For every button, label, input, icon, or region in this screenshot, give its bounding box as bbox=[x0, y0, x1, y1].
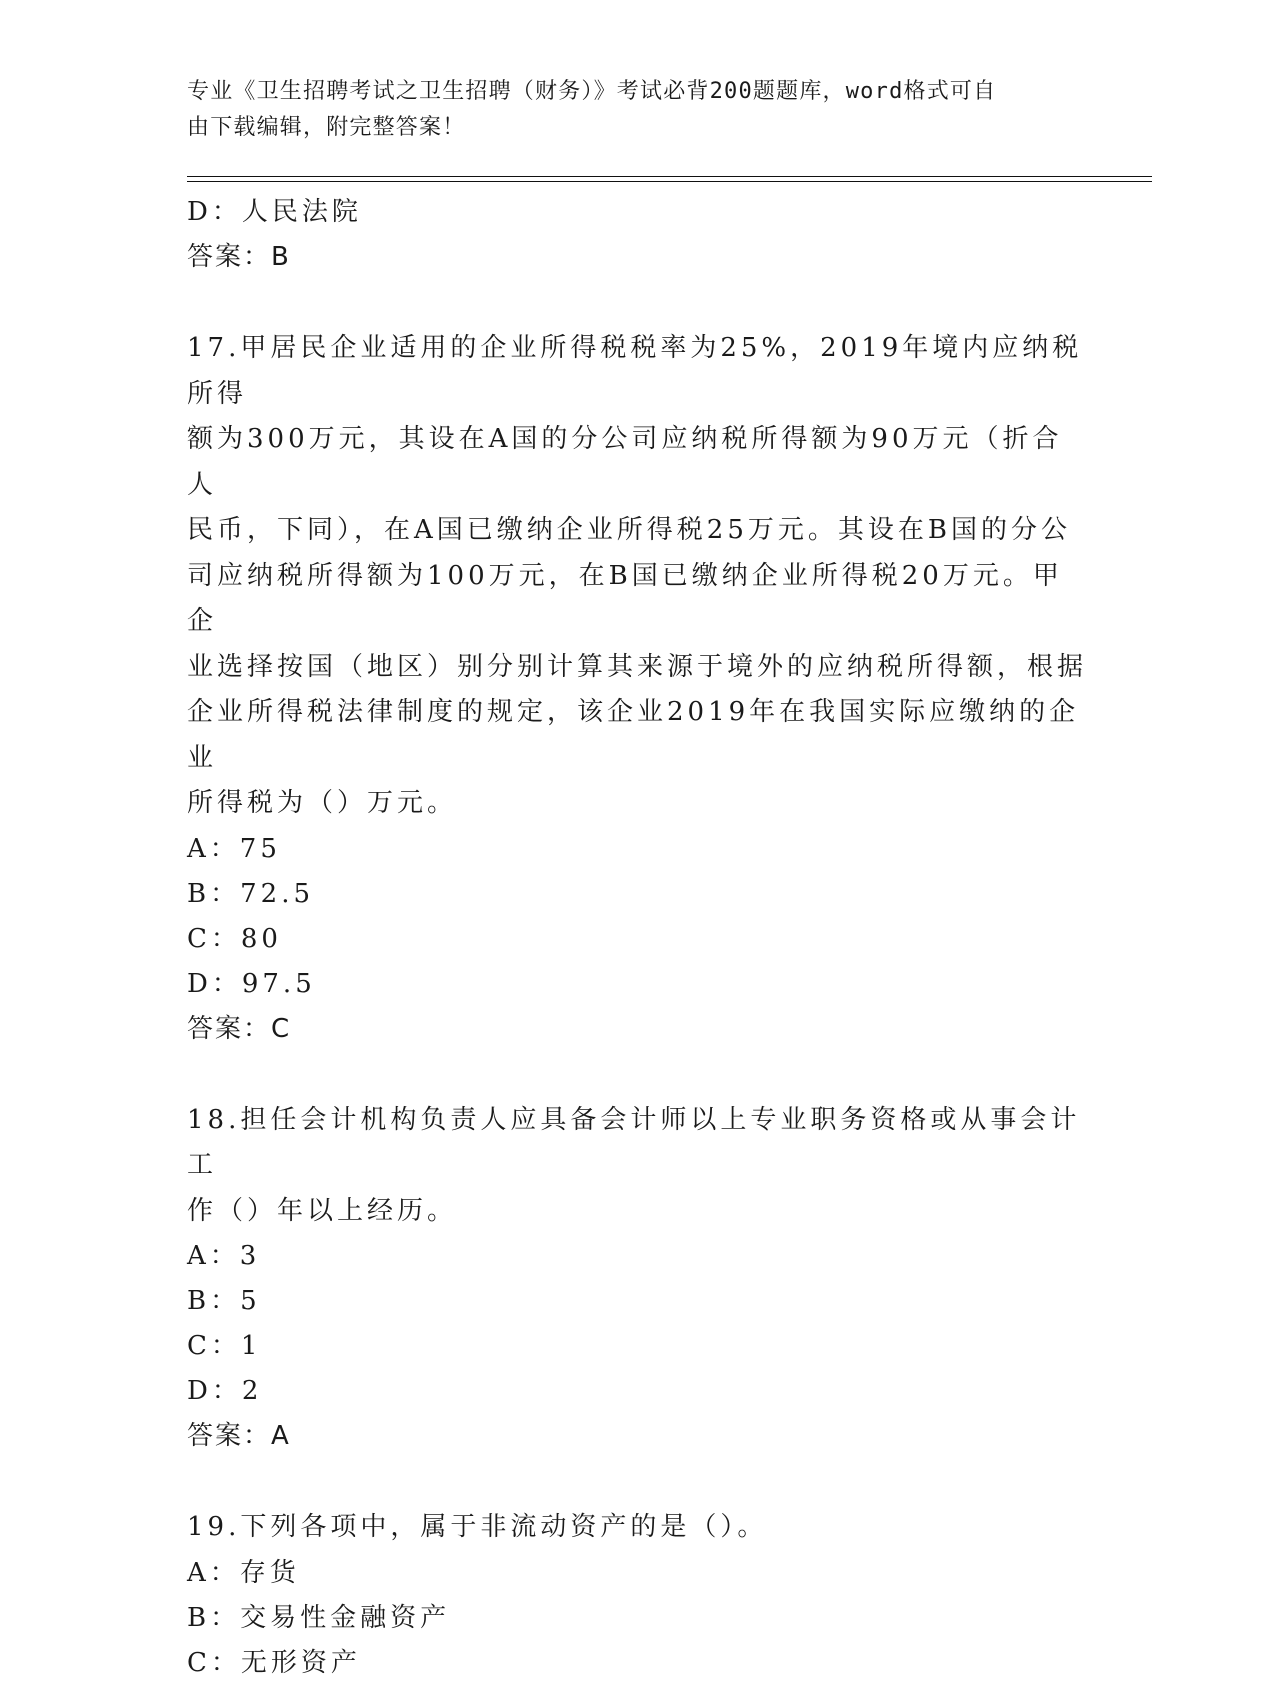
header-rule-bottom bbox=[187, 181, 1152, 182]
option-d: D：2 bbox=[187, 1376, 263, 1406]
question-17 bbox=[187, 326, 1087, 1052]
header-rule-top bbox=[187, 176, 1152, 177]
option-a: A：存货 bbox=[187, 1557, 300, 1588]
option-b: B：72.5 bbox=[187, 878, 314, 909]
spacer bbox=[187, 280, 1087, 326]
answer: 答案：B bbox=[187, 242, 291, 272]
stem-line: 企业所得税法律制度的规定，该企业2019年在我国实际应缴纳的企业 bbox=[187, 697, 1080, 773]
option-d: D：97.5 bbox=[187, 968, 316, 999]
option-c: C：无形资产 bbox=[187, 1647, 361, 1678]
option-c: C：80 bbox=[187, 923, 282, 954]
spacer bbox=[187, 1052, 1087, 1098]
question-stem bbox=[187, 1098, 1087, 1235]
header-line-1: 专业《卫生招聘考试之卫生招聘（财务）》考试必背200题题库，word格式可自 bbox=[187, 79, 997, 104]
question-stem bbox=[187, 1505, 1087, 1551]
question-18 bbox=[187, 1098, 1087, 1460]
question-16-tail bbox=[187, 190, 1087, 280]
stem-line: 17.甲居民企业适用的企业所得税税率为25%，2019年境内应纳税所得 bbox=[187, 333, 1083, 409]
option-a: A：75 bbox=[187, 833, 281, 864]
option-b: B：交易性金融资产 bbox=[187, 1602, 451, 1633]
option-d: D：人民法院 bbox=[187, 197, 362, 227]
question-19 bbox=[187, 1505, 1087, 1686]
stem-line: 民币，下同），在A国已缴纳企业所得税25万元。其设在B国的分公 bbox=[187, 515, 1071, 545]
document-header bbox=[187, 74, 1087, 146]
document-body bbox=[187, 190, 1087, 1686]
spacer bbox=[187, 1459, 1087, 1505]
stem-line: 作（）年以上经历。 bbox=[187, 1195, 458, 1226]
stem-line: 业选择按国（地区）别分别计算其来源于境外的应纳税所得额，根据 bbox=[187, 651, 1088, 682]
option-c: C：1 bbox=[187, 1331, 262, 1361]
answer: 答案：A bbox=[187, 1421, 291, 1451]
option-a: A：3 bbox=[187, 1241, 261, 1271]
question-stem bbox=[187, 326, 1087, 827]
option-b: B：5 bbox=[187, 1286, 261, 1316]
stem-line: 额为300万元，其设在A国的分公司应纳税所得额为90万元（折合人 bbox=[187, 424, 1063, 500]
stem-line: 所得税为（）万元。 bbox=[187, 788, 458, 818]
stem-line: 18.担任会计机构负责人应具备会计师以上专业职务资格或从事会计工 bbox=[187, 1104, 1081, 1180]
header-line-2: 由下载编辑，附完整答案！ bbox=[187, 115, 466, 140]
stem-line: 司应纳税所得额为100万元，在B国已缴纳企业所得税20万元。甲企 bbox=[187, 560, 1063, 636]
answer: 答案：C bbox=[187, 1013, 292, 1044]
stem-line: 19.下列各项中，属于非流动资产的是（）。 bbox=[187, 1512, 768, 1542]
